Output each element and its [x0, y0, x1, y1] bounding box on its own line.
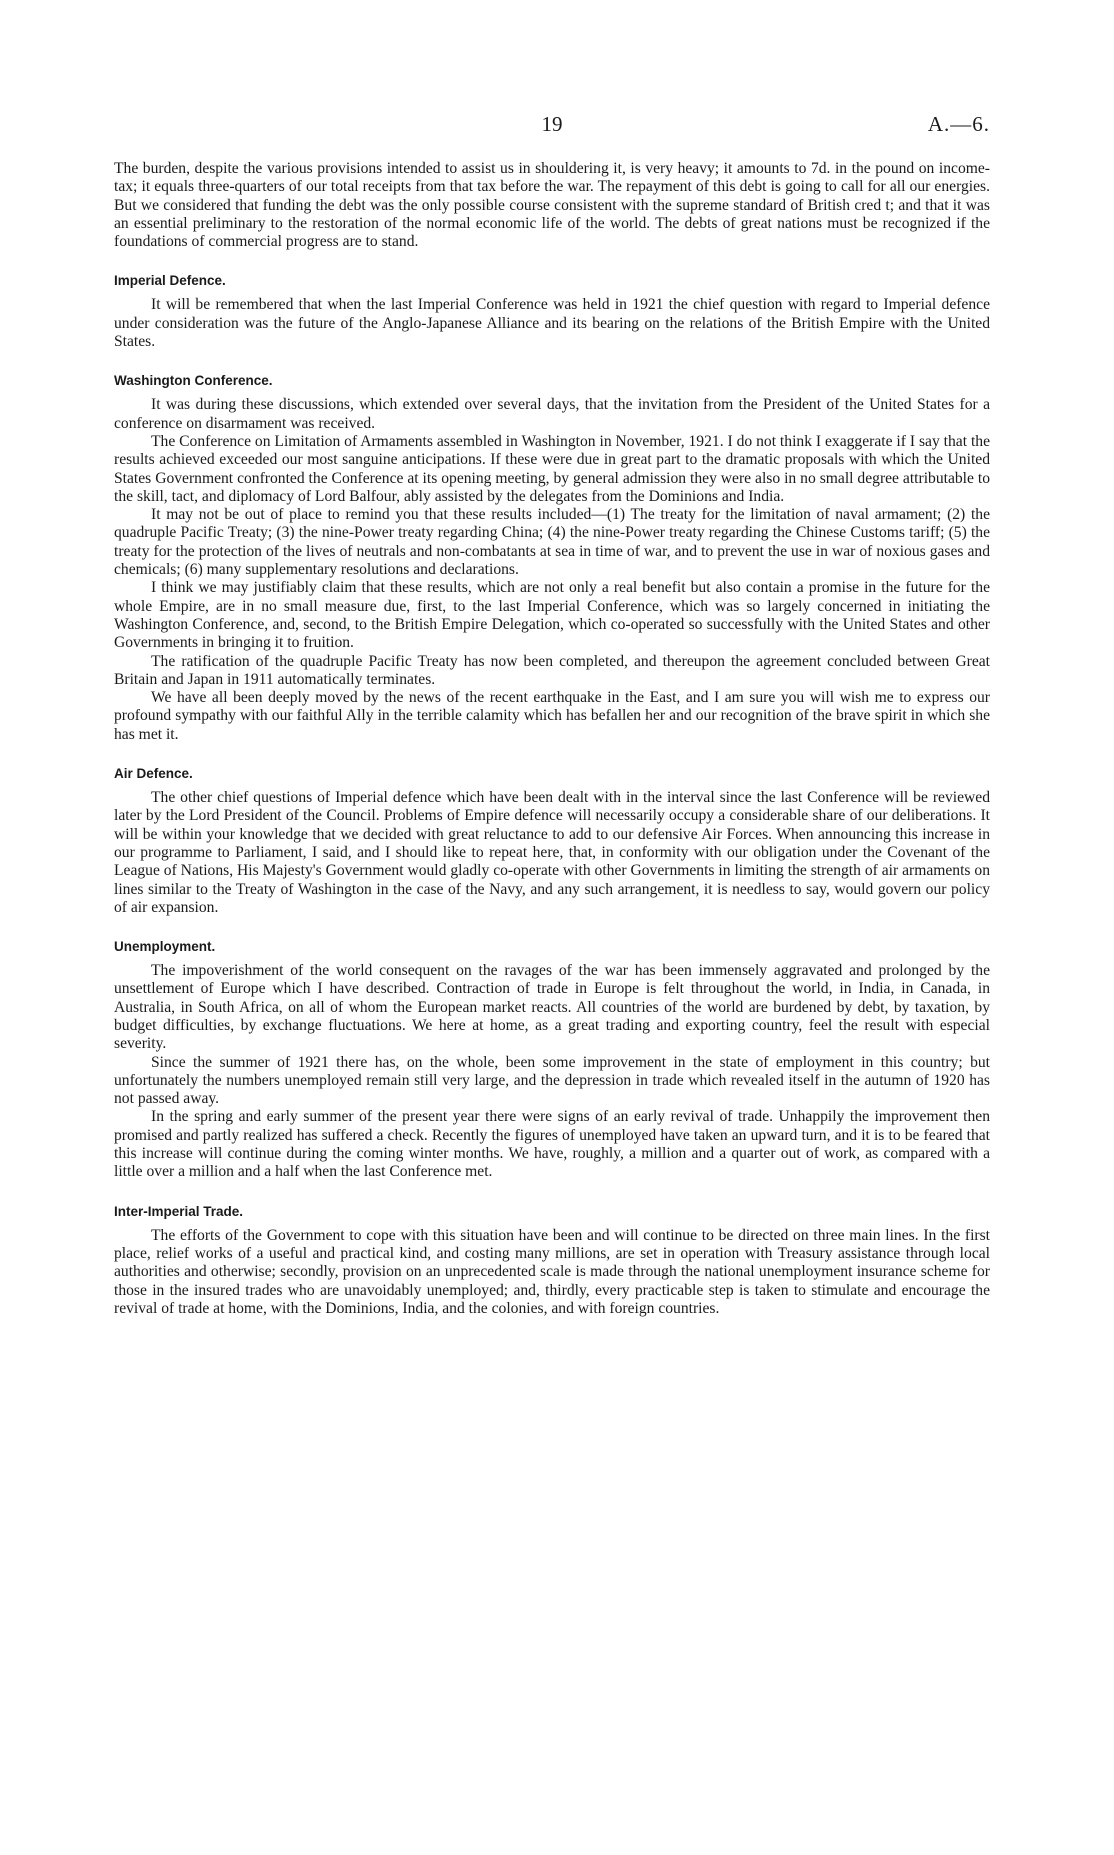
- section-heading: Imperial Defence.: [114, 273, 226, 289]
- paragraph: In the spring and early summer of the present year there were signs of an early revival of trade. Unhappily the improvement then promised and partly realized has suffered a check. Recently the figures of unemployed have taken an upward turn, and it is to be feared that this increase will continue during the coming winter months. We have, roughly, a million and a quarter out of work, as compared with a little over a million and a half when the last Conference met.: [114, 1108, 990, 1181]
- section-air-defence: [114, 766, 990, 917]
- section-heading: Inter-Imperial Trade.: [114, 1203, 244, 1219]
- paragraph: It will be remembered that when the last Imperial Conference was held in 1921 the chief question with regard to Imperial defence under consideration was the future of the Anglo-Japanese Alliance and its bearing on the relations of the British Empire with the United States.: [114, 296, 990, 351]
- section-washington-conference: [114, 373, 990, 744]
- paragraph: The Conference on Limitation of Armaments assembled in Washington in November, 1921. I do not think I exaggerate if I say that the results achieved exceeded our most sanguine anticipations. If these were due in great part to the dramatic proposals with which the United States Government confronted the Conference at its opening meeting, by general admission they were also in no small degree attributable to the skill, tact, and diplomacy of Lord Balfour, ably assisted by the delegates from the Dominions and India.: [114, 432, 990, 505]
- paragraph: The other chief questions of Imperial defence which have been dealt with in the interval since the last Conference will be reviewed later by the Lord President of the Council. Problems of Empire defence will necessarily occupy a considerable share of our deliberations. It will be within your knowledge that we decided with great reluctance to add to our defensive Air Forces. When announcing this increase in our programme to Parliament, I said, and I should like to repeat here, that, in conformity with our obligation under the Covenant of the League of Nations, His Majesty's Government would gladly co-operate with other Governments in limiting the strength of air armaments on lines similar to the Treaty of Washington in the case of the Navy, and any such arrangement, it is needless to say, would govern our policy of air expansion.: [114, 789, 990, 916]
- section-heading: Washington Conference.: [114, 373, 273, 389]
- paragraph: The ratification of the quadruple Pacific Treaty has now been completed, and thereupon the agreement concluded between Great Britain and Japan in 1911 automatically terminates.: [114, 652, 990, 688]
- page-number: 19: [541, 112, 563, 136]
- paragraph: The impoverishment of the world consequent on the ravages of the war has been immensely aggravated and prolonged by the unsettlement of Europe which I have described. Contraction of trade in Europe is felt throughout the world, in India, in Canada, in Australia, in South Africa, on all of whom the European market reacts. All countries of the world are burdened by debt, by taxation, by budget difficulties, by exchange fluctuations. We here at home, as a great trading and exporting country, feel the result with especial severity.: [114, 962, 990, 1053]
- paragraph: I think we may justifiably claim that these results, which are not only a real benefit but also contain a promise in the future for the whole Empire, are in no small measure due, first, to the last Imperial Conference, which was so largely concerned in initiating the Washington Conference, and, second, to the British Empire Delegation, which co-operated so successfully with the United States and other Governments in bringing it to fruition.: [114, 579, 990, 652]
- paragraph: It was during these discussions, which extended over several days, that the invitation from the President of the United States for a conference on disarmament was received.: [114, 396, 990, 432]
- paragraph: The efforts of the Government to cope with this situation have been and will continue to be directed on three main lines. In the first place, relief works of a useful and practical kind, and costing many millions, are set in operation with Treasury assistance through local authorities and otherwise; secondly, provision on an unprecedented scale is made through the national unemployment insurance scheme for those in the insured trades who are unavoidably unemployed; and, thirdly, every practicable step is taken to stimulate and encourage the revival of trade at home, with the Dominions, India, and the colonies, and with foreign countries.: [114, 1226, 990, 1317]
- section-inter-imperial-trade: [114, 1204, 990, 1318]
- paragraph: It may not be out of place to remind you that these results included—(1) The treaty for the limitation of naval armament; (2) the quadruple Pacific Treaty; (3) the nine-Power treaty regarding China; (4) the nine-Power treaty regarding the Chinese Customs tariff; (5) the treaty for the protection of the lives of neutrals and non-combatants at sea in time of war, and to prevent the use in war of noxious gases and chemicals; (6) many supplementary resolutions and declarations.: [114, 506, 990, 579]
- section-unemployment: [114, 939, 990, 1182]
- section-heading: Air Defence.: [114, 766, 193, 782]
- document-reference: A.—6.: [927, 112, 990, 136]
- paragraph: We have all been deeply moved by the news of the recent earthquake in the East, and I am sure you will wish me to express our profound sympathy with our faithful Ally in the terrible calamity which has befallen her and our recognition of the brave spirit in which she has met it.: [114, 689, 990, 743]
- intro-paragraph: The burden, despite the various provisions intended to assist us in shouldering it, is very heavy; it amounts to 7d. in the pound on income-tax; it equals three-quarters of our total receipts from that tax before the war. The repayment of this debt is going to call for all our energies. But we considered that funding the debt was the only possible course consistent with the supreme standard of British cred t; and that it was an essential preliminary to the restoration of the normal economic life of the world. The debts of great nations must be recognized if the foundations of commercial progress are to stand.: [114, 160, 990, 251]
- section-imperial-defence: [114, 273, 990, 351]
- page-header: [114, 112, 990, 152]
- paragraph: Since the summer of 1921 there has, on the whole, been some improvement in the state of employment in this country; but unfortunately the numbers unemployed remain still very large, and the depression in trade which revealed itself in the autumn of 1920 has not passed away.: [114, 1053, 990, 1108]
- document-page: [114, 112, 990, 1318]
- section-heading: Unemployment.: [114, 939, 216, 955]
